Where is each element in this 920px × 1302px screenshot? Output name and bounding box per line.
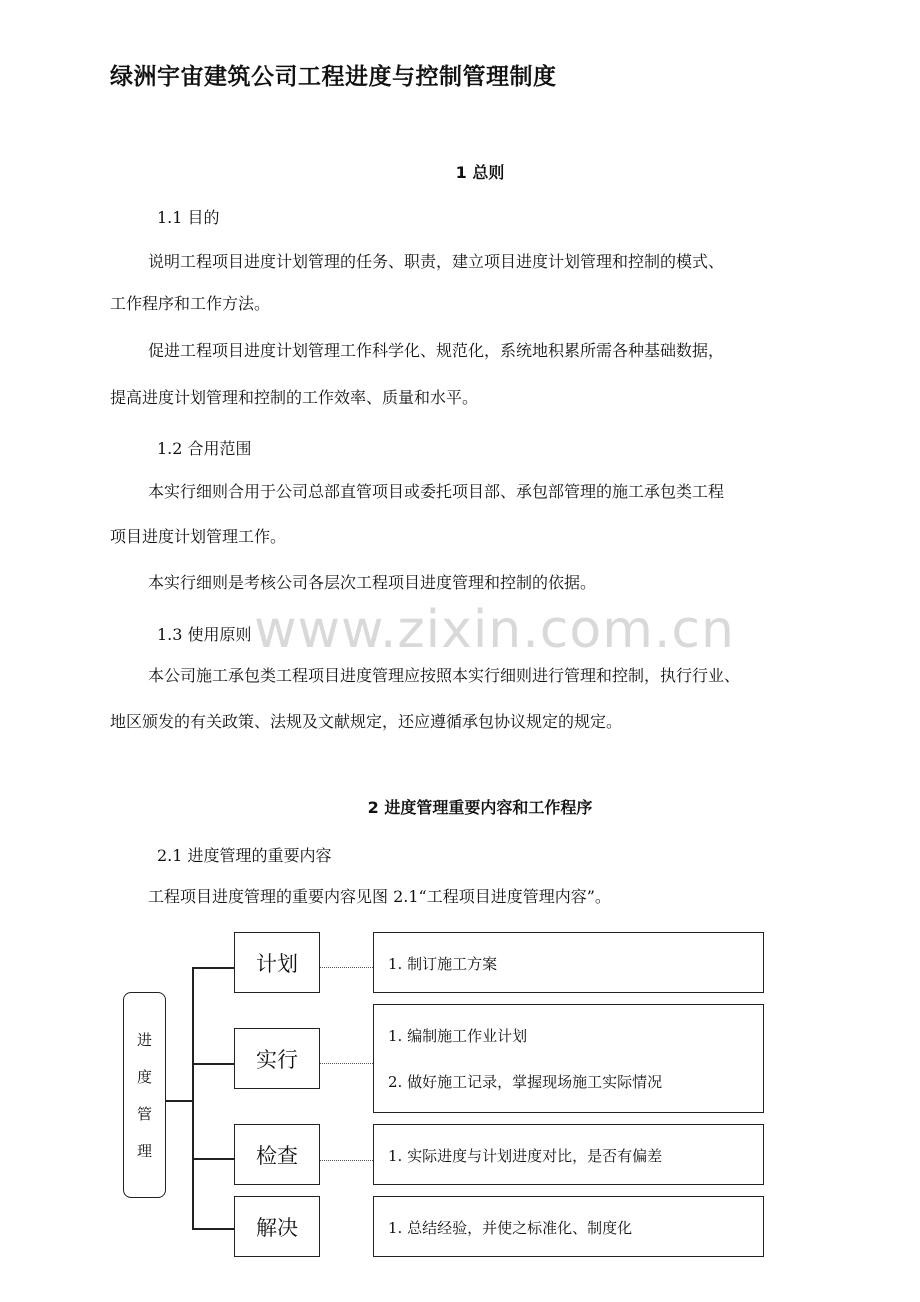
connector-line <box>192 1063 234 1065</box>
paragraph-line: 工作程序和工作方法。 <box>110 294 271 313</box>
stage-box-check <box>234 1124 320 1185</box>
paragraph-line: 本公司施工承包类工程项目进度管理应按照本实行细则进行管理和控制，执行行业、 <box>148 666 741 685</box>
detail-item: 1. 编制施工作业计划 <box>388 1027 528 1045</box>
paragraph-line: 说明工程项目进度计划管理的任务、职责，建立项目进度计划管理和控制的模式、 <box>148 252 725 271</box>
stage-box-resolve <box>234 1196 320 1257</box>
diagram-root-box <box>123 992 166 1198</box>
stage-box-execute <box>234 1028 320 1089</box>
root-char: 度 <box>136 1068 152 1086</box>
paragraph-line: 项目进度计划管理工作。 <box>110 527 287 546</box>
dotted-link <box>320 1160 373 1161</box>
document-title: 绿洲宇宙建筑公司工程进度与控制管理制度 <box>110 64 557 90</box>
connector-line <box>192 967 234 969</box>
connector-line <box>192 1158 234 1160</box>
root-char: 进 <box>136 1031 152 1049</box>
watermark: www.zixin.com.cn <box>254 600 735 660</box>
detail-box-execute <box>373 1004 764 1113</box>
detail-box-check <box>373 1124 764 1185</box>
subsection-heading-1-1: 1.1 目的 <box>157 208 220 227</box>
stage-label: 检查 <box>256 1143 298 1168</box>
root-char: 管 <box>136 1105 152 1123</box>
subsection-heading-2-1: 2.1 进度管理的重要内容 <box>157 846 332 865</box>
section-heading-2: 2 进度管理重要内容和工作程序 <box>367 798 593 817</box>
stage-box-plan <box>234 932 320 993</box>
subsection-heading-1-3: 1.3 使用原则 <box>157 625 252 644</box>
paragraph-line: 促进工程项目进度计划管理工作科学化、规范化，系统地积累所需各种基础数据， <box>148 341 725 360</box>
stage-label: 实行 <box>256 1047 298 1072</box>
connector-line <box>192 1228 234 1230</box>
subsection-heading-1-2: 1.2 合用范围 <box>157 439 252 458</box>
connector-trunk <box>192 967 194 1229</box>
detail-item: 1. 总结经验，并使之标准化、制度化 <box>388 1219 633 1237</box>
paragraph-line: 本实行细则是考核公司各层次工程项目进度管理和控制的依据。 <box>148 573 597 592</box>
paragraph-line: 提高进度计划管理和控制的工作效率、质量和水平。 <box>110 388 479 407</box>
dotted-link <box>320 967 373 968</box>
detail-box-resolve <box>373 1196 764 1257</box>
detail-box-plan <box>373 932 764 993</box>
detail-item: 2. 做好施工记录，掌握现场施工实际情况 <box>388 1073 663 1091</box>
root-char: 理 <box>136 1142 152 1160</box>
detail-item: 1. 实际进度与计划进度对比，是否有偏差 <box>388 1147 663 1165</box>
connector-line <box>166 1100 193 1102</box>
dotted-link <box>320 1063 373 1064</box>
paragraph-line: 地区颁发的有关政策、法规及文献规定，还应遵循承包协议规定的规定。 <box>110 712 623 731</box>
detail-item: 1. 制订施工方案 <box>388 955 498 973</box>
paragraph-line: 本实行细则合用于公司总部直管项目或委托项目部、承包部管理的施工承包类工程 <box>148 482 725 501</box>
stage-label: 解决 <box>256 1215 298 1240</box>
section-heading-1: 1 总则 <box>455 163 505 182</box>
stage-label: 计划 <box>256 951 298 976</box>
paragraph-line: 工程项目进度管理的重要内容见图 2.1“工程项目进度管理内容”。 <box>148 887 611 906</box>
